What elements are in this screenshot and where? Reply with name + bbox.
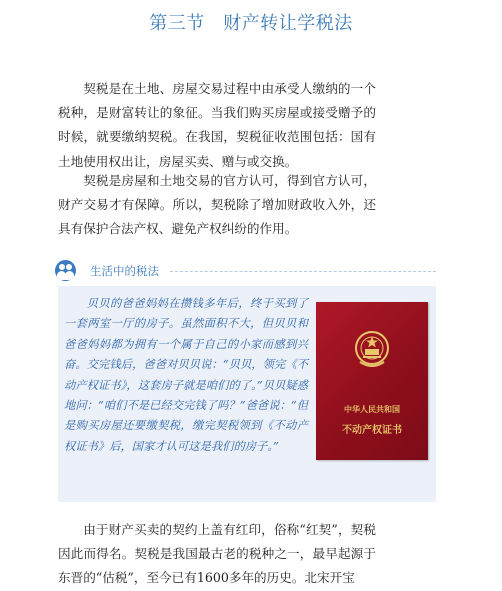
body-paragraph-3: 由于财产买卖的契约上盖有红印，俗称“红契”，契税因此而得名。契税是我国最古老的税种之一，最早起源于东晋的“估税”，至今已有1600多年的历史。北宋开宝 — [58, 522, 376, 586]
box-title: 生活中的税法 — [90, 263, 159, 278]
national-emblem-icon — [354, 330, 390, 370]
intro-paragraph-2: 契税是房屋和土地交易的官方认可，得到官方认可，财产交易才有保障。所以，契税除了增加财政收入外，还具有保护合法产权、避免产权纠纷的作用。 — [58, 173, 376, 237]
property-certificate-image — [316, 302, 428, 460]
people-icon — [55, 260, 76, 281]
intro-paragraph-1: 契税是在土地、房屋交易过程中由承受人缴纳的一个税种，是财富转让的象征。当我们购买房屋或接受赠予的时候，就要缴纳契税。在我国，契税征收范围包括：国有土地使用权出让，房屋买卖、赠与或交换。 — [58, 81, 376, 169]
header-divider — [170, 271, 436, 272]
story-text: 贝贝的爸爸妈妈在攒钱多年后，终于买到了一套两室一厅的房子。虽然面积不大，但贝贝和爸爸妈妈都为拥有一个属于自己的小家而感到兴奋。交完钱后，爸爸对贝贝说：“贝贝，领完《不动产权证书》，这套房子就是咱们的了。”贝贝疑惑地问：“咱们不是已经交完钱了吗？”爸爸说：“但是购买房屋还要缴契税，缴完契税领到《不动产权证书》后，国家才认可这是我们的房子。” — [64, 297, 308, 453]
section-title: 第三节 财产转让学税法 — [149, 13, 353, 34]
certificate-line-1: 中华人民共和国 — [344, 405, 400, 414]
box-header — [55, 260, 159, 281]
certificate-line-2: 不动产权证书 — [342, 425, 402, 436]
